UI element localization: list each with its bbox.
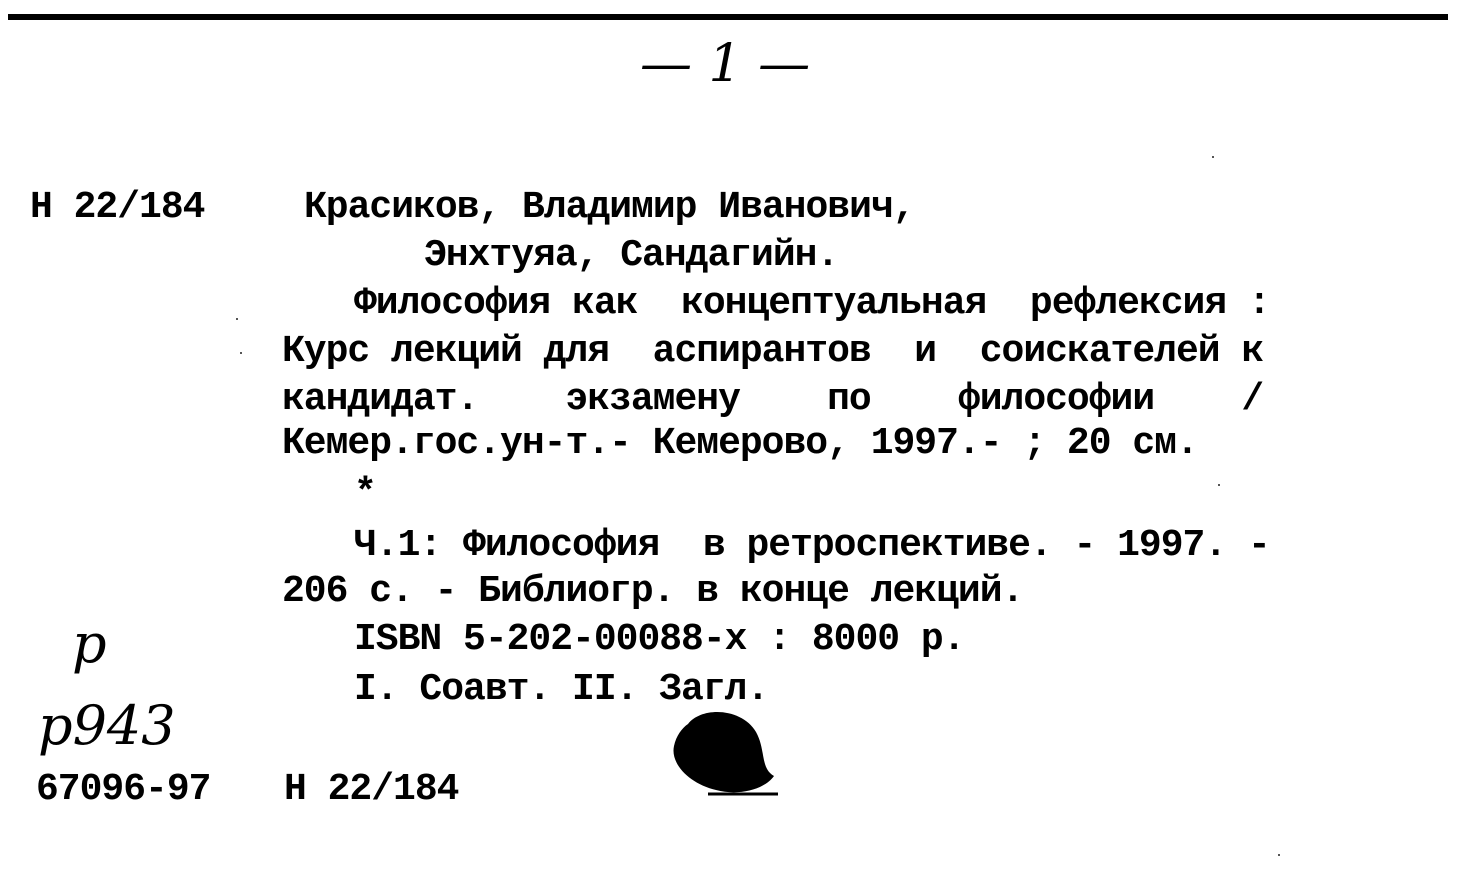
speck: [1278, 854, 1280, 856]
speck: [236, 318, 238, 320]
ink-blot: [668, 706, 780, 798]
part-line-1: Ч.1: Философия в ретроспективе. - 1997. -: [354, 524, 1270, 567]
asterisk: *: [354, 472, 376, 515]
speck: [1212, 156, 1214, 158]
title-line-4: Кемер.гос.ун-т.- Кемерово, 1997.- ; 20 см.: [282, 422, 1198, 465]
index-line: I. Соавт. II. Загл.: [354, 668, 769, 711]
isbn-line: ISBN 5-202-00088-x : 8000 р.: [354, 618, 965, 661]
shelfmark: Н 22/184: [30, 186, 205, 229]
speck: [1218, 484, 1220, 486]
title-line-2: Курс лекций для аспирантов и соискателей к: [282, 330, 1264, 373]
speck: [240, 352, 242, 354]
top-rule: [8, 14, 1448, 20]
handwritten-mark-2: р943: [38, 694, 176, 757]
part-line-2: 206 с. - Библиогр. в конце лекций.: [282, 570, 1024, 613]
shelfmark-bottom: Н 22/184: [284, 768, 459, 811]
title-line-3: кандидат. экзамену по философии /: [282, 378, 1264, 421]
title-line-1: Философия как концептуальная рефлексия :: [354, 282, 1270, 325]
coauthor-line: Энхтуяа, Сандагийн.: [424, 234, 839, 277]
page-number: — 1 —: [640, 34, 811, 94]
inventory-number: 67096-97: [36, 768, 211, 811]
author-line: Красиков, Владимир Иванович,: [304, 186, 915, 229]
handwritten-mark-1: р: [72, 612, 107, 675]
